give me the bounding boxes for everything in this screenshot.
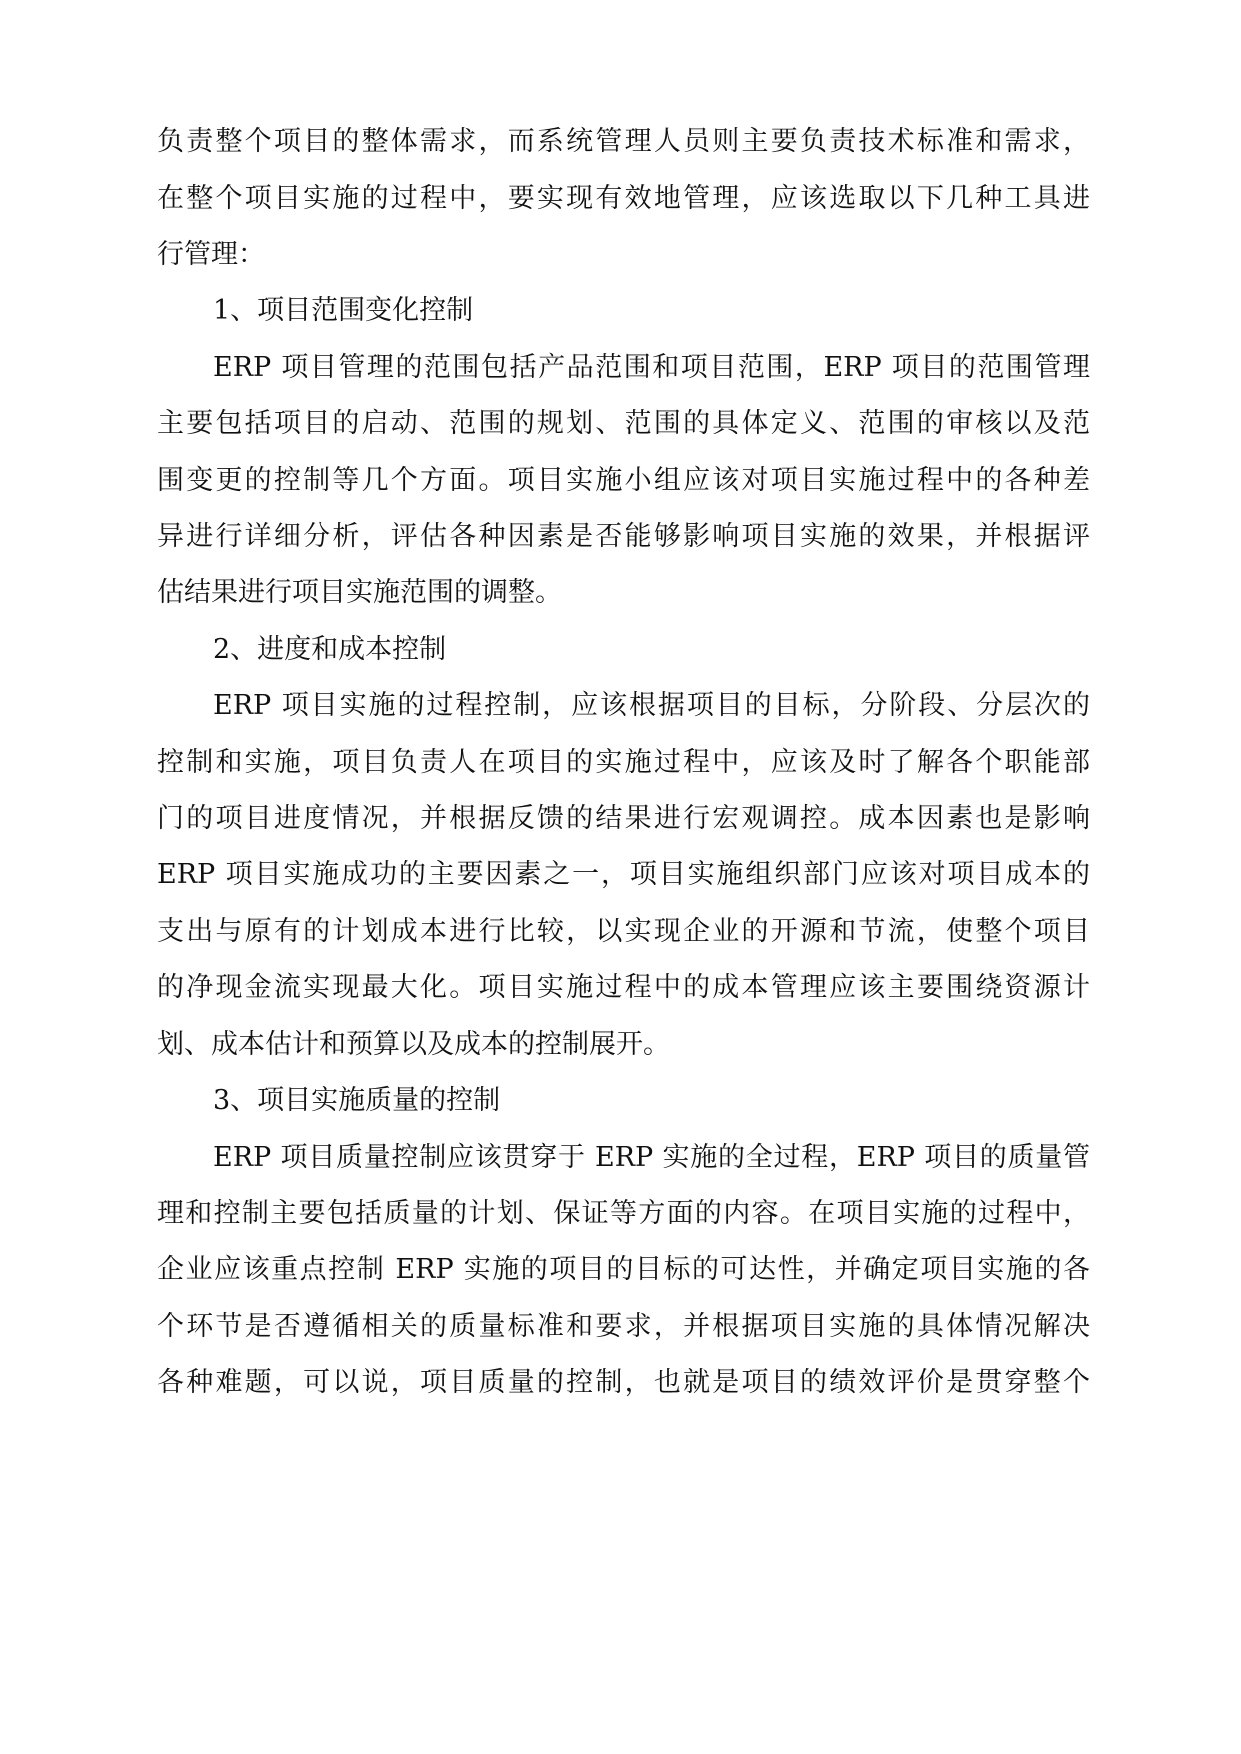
text-line: 的净现金流实现最大化。项目实施过程中的成本管理应该主要围绕资源计 [157,972,1090,1003]
text-line: 个环节是否遵循相关的质量标准和要求，并根据项目实施的具体情况解决 [157,1311,1090,1342]
text-line: 行管理： [157,239,265,270]
section-heading: 1、项目范围变化控制 [213,295,474,326]
text-line: 支出与原有的计划成本进行比较，以实现企业的开源和节流，使整个项目 [157,916,1090,947]
text-line: 各种难题，可以说，项目质量的控制，也就是项目的绩效评价是贯穿整个 [157,1367,1090,1398]
text-line: ERP 项目实施成功的主要因素之一，项目实施组织部门应该对项目成本的 [157,859,1090,890]
text-line: 企业应该重点控制 ERP 实施的项目的目标的可达性，并确定项目实施的各 [157,1254,1090,1285]
section-heading: 3、项目实施质量的控制 [213,1085,501,1116]
text-line: 理和控制主要包括质量的计划、保证等方面的内容。在项目实施的过程中， [157,1198,1090,1229]
text-line: 在整个项目实施的过程中，要实现有效地管理，应该选取以下几种工具进 [157,183,1090,214]
text-line: 划、成本估计和预算以及成本的控制展开。 [157,1029,670,1060]
text-line: 围变更的控制等几个方面。项目实施小组应该对项目实施过程中的各种差 [157,465,1090,496]
text-line: 门的项目进度情况，并根据反馈的结果进行宏观调控。成本因素也是影响 [157,803,1090,834]
text-line: 估结果进行项目实施范围的调整。 [157,577,562,608]
text-line: 负责整个项目的整体需求，而系统管理人员则主要负责技术标准和需求， [157,126,1090,157]
text-line: ERP 项目管理的范围包括产品范围和项目范围，ERP 项目的范围管理 [213,352,1090,383]
section-heading: 2、进度和成本控制 [213,634,447,665]
text-line: 异进行详细分析，评估各种因素是否能够影响项目实施的效果，并根据评 [157,521,1090,552]
text-line: ERP 项目质量控制应该贯穿于 ERP 实施的全过程，ERP 项目的质量管 [213,1142,1090,1173]
text-line: 控制和实施，项目负责人在项目的实施过程中，应该及时了解各个职能部 [157,747,1090,778]
text-line: 主要包括项目的启动、范围的规划、范围的具体定义、范围的审核以及范 [157,408,1090,439]
text-line: ERP 项目实施的过程控制，应该根据项目的目标，分阶段、分层次的 [213,690,1090,721]
